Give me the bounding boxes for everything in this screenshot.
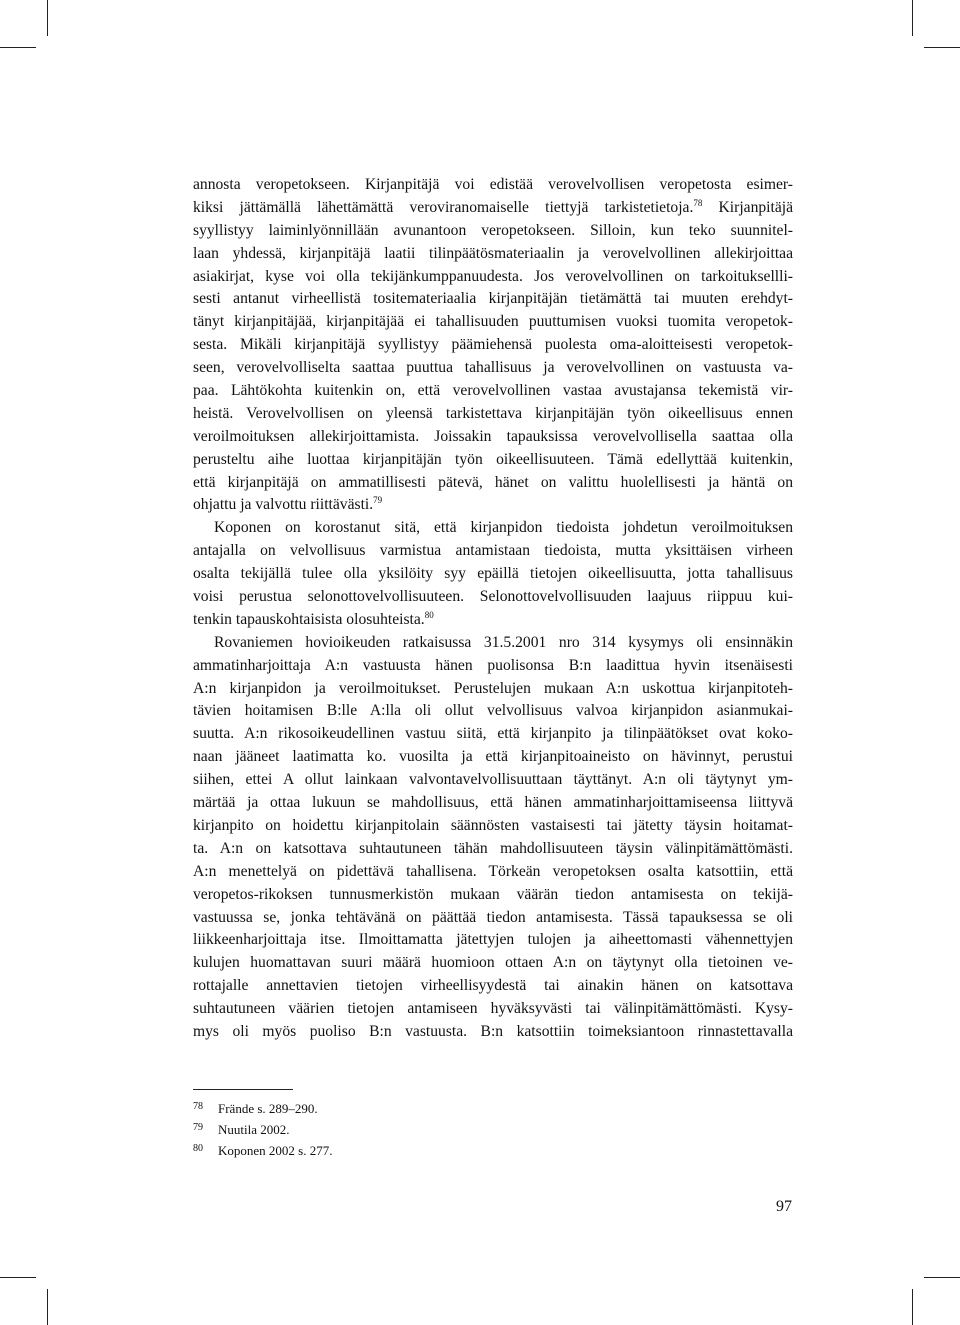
footnote-reference: 79 bbox=[373, 495, 383, 506]
footnote-reference: 78 bbox=[693, 197, 703, 208]
text-line-content: Koponen on korostanut sitä, että kirjanpidon tiedoista johdetun veroilmoituksen bbox=[214, 519, 793, 537]
text-line bbox=[193, 380, 793, 403]
text-line-content: seen, verovelvolliselta saattaa puuttua tahallisuus ja verovelvollinen on vastuusta va- bbox=[193, 359, 793, 377]
crop-mark-top-right-vertical bbox=[912, 0, 913, 36]
text-line-content: heistä. Verovelvollisen on yleensä tarkistettava kirjanpitäjän työn oikeellisuus ennen bbox=[193, 404, 793, 422]
text-line-content: perusteltu aihe luottaa kirjanpitäjän työn oikeellisuuteen. Tämä edellyttää kuitenkin, bbox=[193, 450, 793, 468]
text-line bbox=[193, 609, 793, 632]
text-line bbox=[193, 403, 793, 426]
crop-mark-bottom-right-horizontal bbox=[924, 1277, 960, 1278]
crop-mark-bottom-left-horizontal bbox=[0, 1277, 36, 1278]
footnote-text: Frände s. 289–290. bbox=[218, 1101, 318, 1116]
crop-mark-top-left-vertical bbox=[47, 0, 48, 36]
text-line-content: annosta veropetokseen. Kirjanpitäjä voi edistää verovelvollisen veropetosta esimer- bbox=[193, 176, 793, 193]
text-line-content: sesta. Mikäli kirjanpitäjä syyllistyy päämiehensä puolesta oma-aloitteisesti veropetok- bbox=[193, 336, 793, 354]
body-text bbox=[193, 174, 793, 1044]
text-line-content: naan jääneet laatimatta ko. vuosilta ja että kirjanpitoaineisto on hävinnyt, perustui bbox=[193, 748, 793, 766]
text-line bbox=[193, 746, 793, 769]
text-line-content: että kirjanpitäjä on ammatillisesti pätevä, hänet on valittu huolellisesti ja häntä on bbox=[193, 473, 793, 491]
text-line bbox=[193, 907, 793, 930]
text-line bbox=[193, 861, 793, 884]
footnote-reference: 80 bbox=[424, 609, 434, 620]
text-line bbox=[193, 792, 793, 815]
text-line bbox=[193, 700, 793, 723]
text-line-content: ta. A:n on katsottava suhtautuneen tähän mahdollisuuteen täysin välinpitämättömästi. bbox=[193, 839, 793, 857]
text-line bbox=[193, 517, 793, 540]
text-line-content: ohjattu ja valvottu riittävästi. bbox=[193, 496, 374, 514]
text-line-content: paa. Lähtökohta kuitenkin on, että verovelvollinen vastaa avustajansa tekemistä vir- bbox=[193, 382, 793, 400]
text-line-content: kirjanpito on hoidettu kirjanpitolain säännösten vastaisesti tai jätetty täysin hoitamat- bbox=[193, 816, 793, 834]
text-line-content: mys oli myös puoliso B:n vastuusta. B:n katsottiin toimeksiantoon rinnastettavalla bbox=[193, 1022, 793, 1040]
text-line bbox=[193, 1021, 793, 1044]
text-line bbox=[193, 655, 793, 678]
crop-mark-bottom-left-vertical bbox=[47, 1289, 48, 1325]
text-line bbox=[193, 815, 793, 838]
text-line-content: siihen, ettei A ollut lainkaan valvontavelvollisuuttaan täyttänyt. A:n oli täytynyt ym- bbox=[193, 771, 793, 789]
text-line-content: kulujen huomattavan suuri määrä huomioon ottaen A:n on täytynyt olla tietoinen ve- bbox=[193, 954, 793, 972]
text-line bbox=[193, 243, 793, 266]
text-line bbox=[193, 174, 793, 197]
text-line bbox=[193, 266, 793, 289]
text-line-content: märtää ja ottaa lukuun se mahdollisuus, että hänen ammatinharjoittamiseensa liittyvä bbox=[193, 794, 793, 812]
text-line-content: tenkin tapauskohtaisista olosuhteista. bbox=[193, 610, 425, 628]
crop-mark-bottom-right-vertical bbox=[912, 1289, 913, 1325]
footnote-number: 79 bbox=[193, 1122, 203, 1133]
text-line-content: Rovaniemen hovioikeuden ratkaisussa 31.5.2001 nro 314 kysymys oli ensinnäkin bbox=[214, 633, 793, 651]
text-line-content: A:n menettelyä on pidettävä tahallisena. Törkeän veropetoksen osalta katsottiin, että bbox=[193, 862, 793, 880]
text-line-content: kiksi jättämällä lähettämättä veroviranomaiselle tiettyjä tarkistetietoja. bbox=[193, 198, 694, 216]
text-line-content: veroilmoituksen allekirjoittamista. Joissakin tapauksissa verovelvollisella saattaa olla bbox=[193, 427, 793, 445]
text-line-content: laan yhdessä, kirjanpitäjä laatii tilinpäätösmateriaalin ja verovelvollinen allekirjoittaa bbox=[193, 244, 793, 262]
crop-mark-top-right-horizontal bbox=[924, 47, 960, 48]
text-line bbox=[193, 632, 793, 655]
text-line bbox=[193, 357, 793, 380]
text-line-content: suhtautuneen väärien tietojen antamiseen hyväksyvästi tai välinpitämättömästi. Kysy- bbox=[193, 1000, 793, 1018]
text-line bbox=[193, 334, 793, 357]
text-line bbox=[193, 540, 793, 563]
text-line bbox=[193, 769, 793, 792]
text-line bbox=[193, 220, 793, 243]
text-line-content: tänyt kirjanpitäjää, kirjanpitäjää ei tahallisuuden puuttumisen vuoksi tuomita veropetok- bbox=[193, 313, 793, 331]
footnote-separator bbox=[193, 1089, 293, 1090]
text-line-content: antajalla on velvollisuus varmistua antamistaan tiedoista, mutta yksittäisen virheen bbox=[193, 542, 793, 560]
text-line-content: osalta tekijällä tulee olla yksilöity syy epäillä tietojen oikeellisuutta, jotta tahallisuus bbox=[193, 565, 793, 583]
text-line bbox=[193, 838, 793, 861]
footnote-number: 80 bbox=[193, 1143, 203, 1154]
text-line bbox=[193, 586, 793, 609]
text-line bbox=[193, 929, 793, 952]
text-line-content: veropetos-rikoksen tunnusmerkistön mukaan väärän tiedon antamisesta on tekijä- bbox=[193, 885, 793, 903]
text-line bbox=[193, 975, 793, 998]
text-line-content: rottajalle annettavien tietojen virheellisyydestä tai ainakin hänen on katsottava bbox=[193, 977, 793, 995]
footnotes bbox=[193, 1097, 793, 1160]
text-line-content: tävien hoitamisen B:lle A:lla oli ollut velvollisuus valvoa kirjanpidon asianmukai- bbox=[193, 702, 793, 720]
text-line bbox=[193, 952, 793, 975]
crop-mark-top-left-horizontal bbox=[0, 47, 36, 48]
text-line bbox=[193, 197, 793, 220]
text-line bbox=[193, 884, 793, 907]
text-line-content: liikkeenharjoittaja itse. Ilmoittamatta jätettyjen tulojen ja aiheettomasti vähennettyjen bbox=[193, 931, 793, 949]
text-line bbox=[193, 311, 793, 334]
text-line bbox=[193, 288, 793, 311]
footnote-text: Nuutila 2002. bbox=[218, 1122, 290, 1137]
text-line bbox=[193, 426, 793, 449]
footnote-number: 78 bbox=[193, 1101, 203, 1112]
text-line-content: ammatinharjoittaja A:n vastuusta hänen puolisonsa B:n laadittua hyvin itsenäisesti bbox=[193, 656, 793, 674]
text-line-content: voisi perustua selonottovelvollisuuteen. Selonottovelvollisuuden laajuus riippuu kui- bbox=[193, 588, 793, 606]
text-line bbox=[193, 678, 793, 701]
text-line-continuation: Kirjanpitäjä bbox=[702, 198, 794, 216]
text-line bbox=[193, 998, 793, 1021]
footnote-item bbox=[193, 1118, 793, 1139]
text-line-content: sesti antanut virheellistä tositemateriaalia kirjanpitäjän tietämättä tai muuten erehdyt- bbox=[193, 290, 793, 308]
text-line bbox=[193, 563, 793, 586]
text-line-content: asiakirjat, kyse voi olla tekijänkumppanuudesta. Jos verovelvollinen on tarkoituksellli- bbox=[193, 267, 793, 285]
text-line bbox=[193, 494, 793, 517]
text-line-content: vastuussa se, jonka tehtävänä on päättää tiedon antamisesta. Tässä tapauksessa se oli bbox=[193, 908, 793, 926]
footnote-text: Koponen 2002 s. 277. bbox=[218, 1143, 333, 1158]
text-line bbox=[193, 472, 793, 495]
footnote-item bbox=[193, 1139, 793, 1160]
text-line bbox=[193, 449, 793, 472]
page-number: 97 bbox=[776, 1198, 792, 1215]
footnote-item bbox=[193, 1097, 793, 1118]
text-line-content: suutta. A:n rikosoikeudellinen vastuu siitä, että kirjanpito ja tilinpäätökset ovat koko- bbox=[193, 725, 793, 743]
text-line bbox=[193, 723, 793, 746]
text-line-content: A:n kirjanpidon ja veroilmoitukset. Perustelujen mukaan A:n uskottua kirjanpitoteh- bbox=[193, 679, 793, 697]
text-line-content: syyllistyy laiminlyönnillään avunantoon veropetokseen. Silloin, kun teko suunnitel- bbox=[193, 221, 793, 239]
